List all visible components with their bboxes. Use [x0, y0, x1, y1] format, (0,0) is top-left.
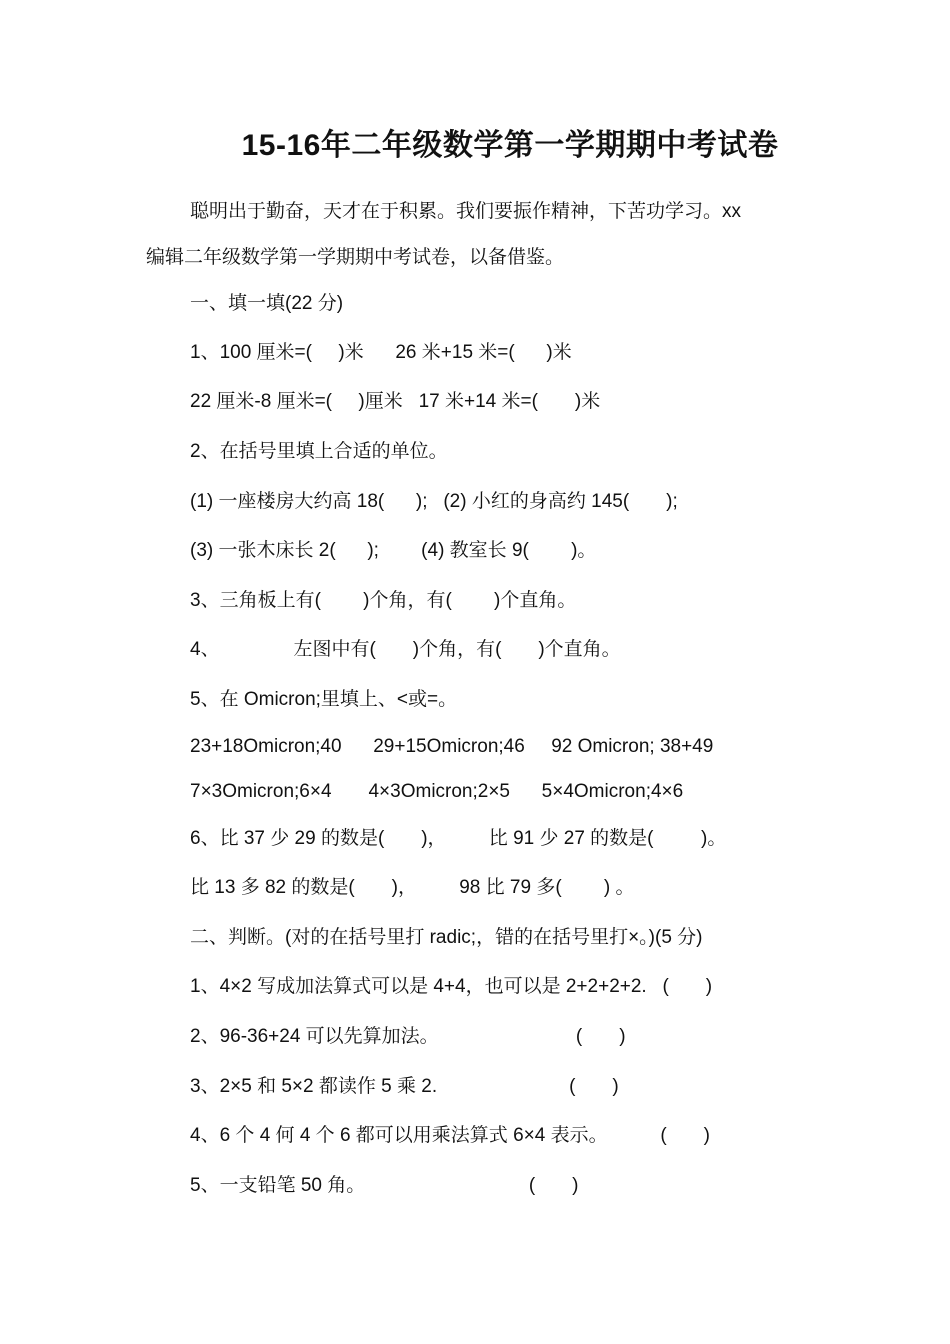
- question-6-line-2: 比 13 多 82 的数是( )， 98 比 79 多( ) 。: [190, 877, 635, 898]
- question-6-line-1: 6、比 37 少 29 的数是( )， 比 91 少 27 的数是( )。: [190, 828, 727, 849]
- question-5-line-1: 23+18Omicron;40 29+15Omicron;46 92 Omicron; 38+49: [190, 736, 714, 757]
- page-title: 15-16年二年级数学第一学期期中考试卷: [241, 129, 779, 162]
- judge-item-3: 3、2×5 和 5×2 都读作 5 乘 2. ( ): [190, 1076, 619, 1097]
- judge-item-5: 5、一支铅笔 50 角。 ( ): [190, 1175, 579, 1196]
- judge-item-4: 4、6 个 4 何 4 个 6 都可以用乘法算式 6×4 表示。 ( ): [190, 1125, 710, 1146]
- question-1-line-2: 22 厘米-8 厘米=( )厘米 17 米+14 米=( )米: [190, 391, 601, 412]
- judge-item-2: 2、96-36+24 可以先算加法。 ( ): [190, 1026, 626, 1047]
- question-2-line-1: (1) 一座楼房大约高 18( ); (2) 小红的身高约 145( );: [190, 491, 678, 512]
- section-1-heading: 一、填一填(22 分): [190, 293, 344, 314]
- judge-item-1: 1、4×2 写成加法算式可以是 4+4，也可以是 2+2+2+2. ( ): [190, 976, 713, 997]
- question-4: 4、 左图中有( )个角，有( )个直角。: [190, 639, 621, 660]
- question-2: 2、在括号里填上合适的单位。: [190, 441, 448, 462]
- question-3: 3、三角板上有( )个角，有( )个直角。: [190, 590, 577, 611]
- intro-line-1: 聪明出于勤奋，天才在于积累。我们要振作精神，下苦功学习。xx: [190, 201, 742, 222]
- question-1-line-1: 1、100 厘米=( )米 26 米+15 米=( )米: [190, 342, 572, 363]
- question-5: 5、在 Omicron;里填上、<或=。: [190, 689, 458, 710]
- intro-line-2: 编辑二年级数学第一学期期中考试卷，以备借鉴。: [146, 247, 565, 268]
- question-5-line-2: 7×3Omicron;6×4 4×3Omicron;2×5 5×4Omicron;4×6: [190, 781, 684, 802]
- question-2-line-2: (3) 一张木床长 2( ); (4) 教室长 9( )。: [190, 540, 597, 561]
- section-2-heading: 二、判断。(对的在括号里打 radic;，错的在括号里打×。)(5 分): [190, 927, 703, 948]
